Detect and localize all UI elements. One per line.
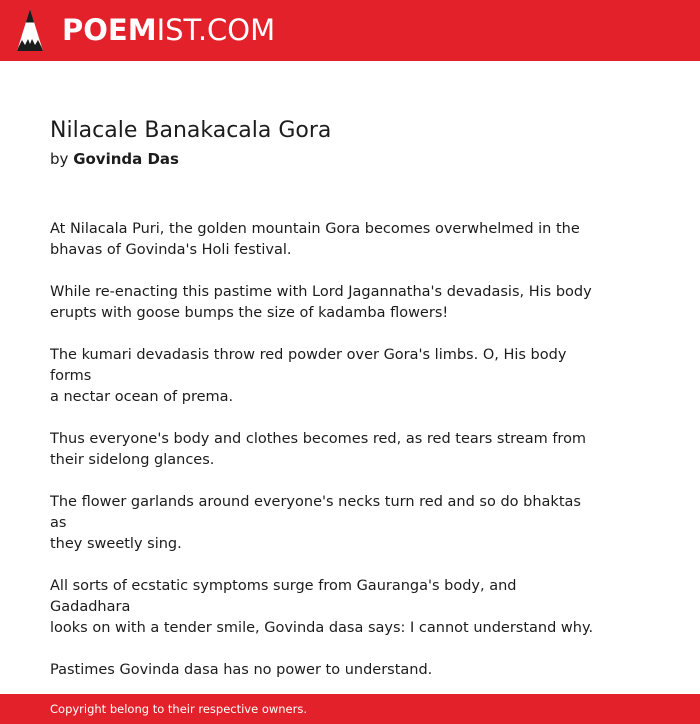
stanza: The flower garlands around everyone's necks turn red and so do bhaktas as they sweetly sing. <box>50 494 581 552</box>
byline <box>50 149 179 169</box>
site-header <box>0 0 700 61</box>
logo-text-bold: POEM <box>62 13 157 47</box>
stanza: Thus everyone's body and clothes becomes red, as red tears stream from their sidelong glances. <box>50 431 587 468</box>
logo-text-light: IST.COM <box>156 13 276 47</box>
stanza: Pastimes Govinda dasa has no power to understand. <box>50 662 433 678</box>
site-logo[interactable] <box>62 12 275 48</box>
stanza: The kumari devadasis throw red powder over Gora's limbs. O, His body forms a nectar ocean of prema. <box>50 347 567 405</box>
site-footer <box>0 694 700 724</box>
by-label: by <box>50 150 69 168</box>
copyright-text: Copyright belong to their respective owners. <box>50 702 308 716</box>
stanza: All sorts of ecstatic symptoms surge from Gauranga's body, and Gadadhara looks on with a tender smile, Govinda dasa says: I cannot understand why. <box>50 578 594 636</box>
stanza: While re-enacting this pastime with Lord Jagannatha's devadasis, His body erupts with goose bumps the size of kadamba flowers! <box>50 284 592 321</box>
stanza: At Nilacala Puri, the golden mountain Gora becomes overwhelmed in the bhavas of Govinda's Holi festival. <box>50 221 580 258</box>
pencil-icon[interactable] <box>17 9 43 51</box>
author-name: Govinda Das <box>73 150 179 168</box>
poem-title: Nilacale Banakacala Gora <box>50 118 332 143</box>
poem-body <box>50 219 595 702</box>
